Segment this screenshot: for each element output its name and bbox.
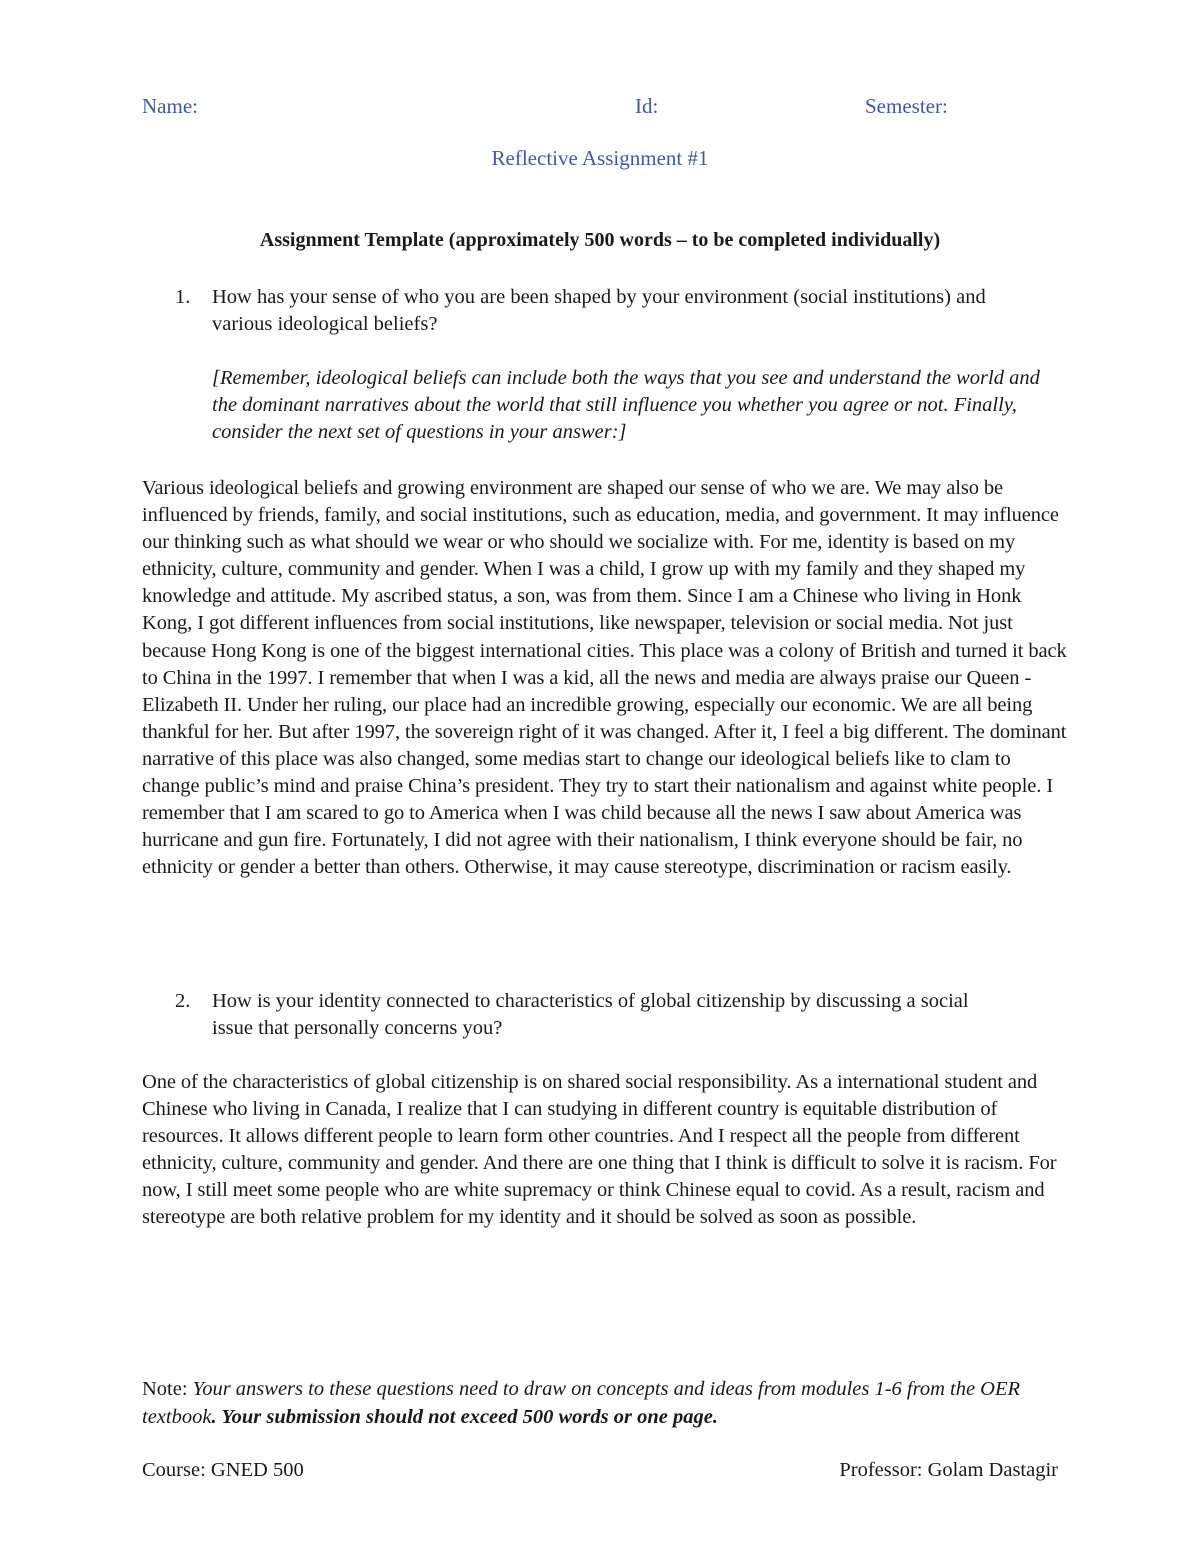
template-heading: Assignment Template (approximately 500 words – to be completed individually) (259, 229, 941, 251)
course-label: Course: GNED 500 (142, 1459, 304, 1481)
professor-label: Professor: Golam Dastagir (839, 1459, 1058, 1481)
question-text: How has your sense of who you are been shaped by your environment (social institutions) and various ideological beliefs? (212, 286, 986, 335)
answer-1: Various ideological beliefs and growing environment are shaped our sense of who we are. We may also be influenced by friends, family, and social institutions, such as education, media, and government. It may influence our thinking such as what should we wear or who should we socialize with. For me, identity is based on my ethnicity, culture, community and gender. When I was a child, I grow up with my family and they shaped my knowledge and attitude. My ascribed status, a son, was from them. Since I am a Chinese who living in Honk Kong, I got different influences from social institutions, like newspaper, television or social media. Not just because Hong Kong is one of the biggest international cities. This place was a colony of British and turned it back to China in the 1997. I remember that when I was a kid, all the news and media are always praise our Queen - Elizabeth II. Under her ruling, our place had an incredible growing, especially our economic. We are all being thankful for her. But after 1997, the sovereign right of it was changed. After it, I feel a big different. The dominant narrative of this place was also changed, some medias start to change our ideological beliefs like to clam to change public’s mind and praise China’s president. They try to start their nationalism and against white people. I remember that I am scared to go to America when I was child because all the news I saw about America was hurricane and gun fire. Fortunately, I did not agree with their nationalism, I think everyone should be fair, no ethnicity or gender a better than others. Otherwise, it may cause stereotype, discrimination or racism easily. (142, 477, 1067, 879)
note-bold-text: . Your submission should not exceed 500 words or one page. (211, 1405, 718, 1428)
question-1 (142, 284, 1062, 446)
question-hint: [Remember, ideological beliefs can include both the ways that you see and understand the world and the dominant narratives about the world that still influence you whether you agree or not. Finally, consider the next set of questions in your answer:] (212, 367, 1040, 443)
question-text: How is your identity connected to characteristics of global citizenship by discussing a social issue that personally concerns you? (212, 990, 969, 1039)
question-2 (142, 988, 1062, 1042)
semester-label: Semester: (865, 94, 948, 118)
note-label: Note: (142, 1378, 193, 1400)
name-label: Name: (142, 94, 198, 118)
id-label: Id: (635, 94, 659, 118)
document-title: Reflective Assignment #1 (491, 146, 709, 170)
note (142, 1376, 1062, 1431)
question-number: 1. (175, 286, 191, 308)
note-italic-text: Your answers to these questions need to draw on concepts and ideas from modules 1-6 from the OER textbook (142, 1378, 1021, 1428)
question-number: 2. (175, 990, 191, 1012)
answer-2: One of the characteristics of global citizenship is on shared social responsibility. As a international student and Chinese who living in Canada, I realize that I can studying in different country is equitable distribution of resources. It allows different people to learn form other countries. And I respect all the people from different ethnicity, culture, community and gender. And there are one thing that I think is difficult to solve it is racism. For now, I still meet some people who are white supremacy or think Chinese equal to covid. As a result, racism and stereotype are both relative problem for my identity and it should be solved as soon as possible. (142, 1071, 1057, 1229)
